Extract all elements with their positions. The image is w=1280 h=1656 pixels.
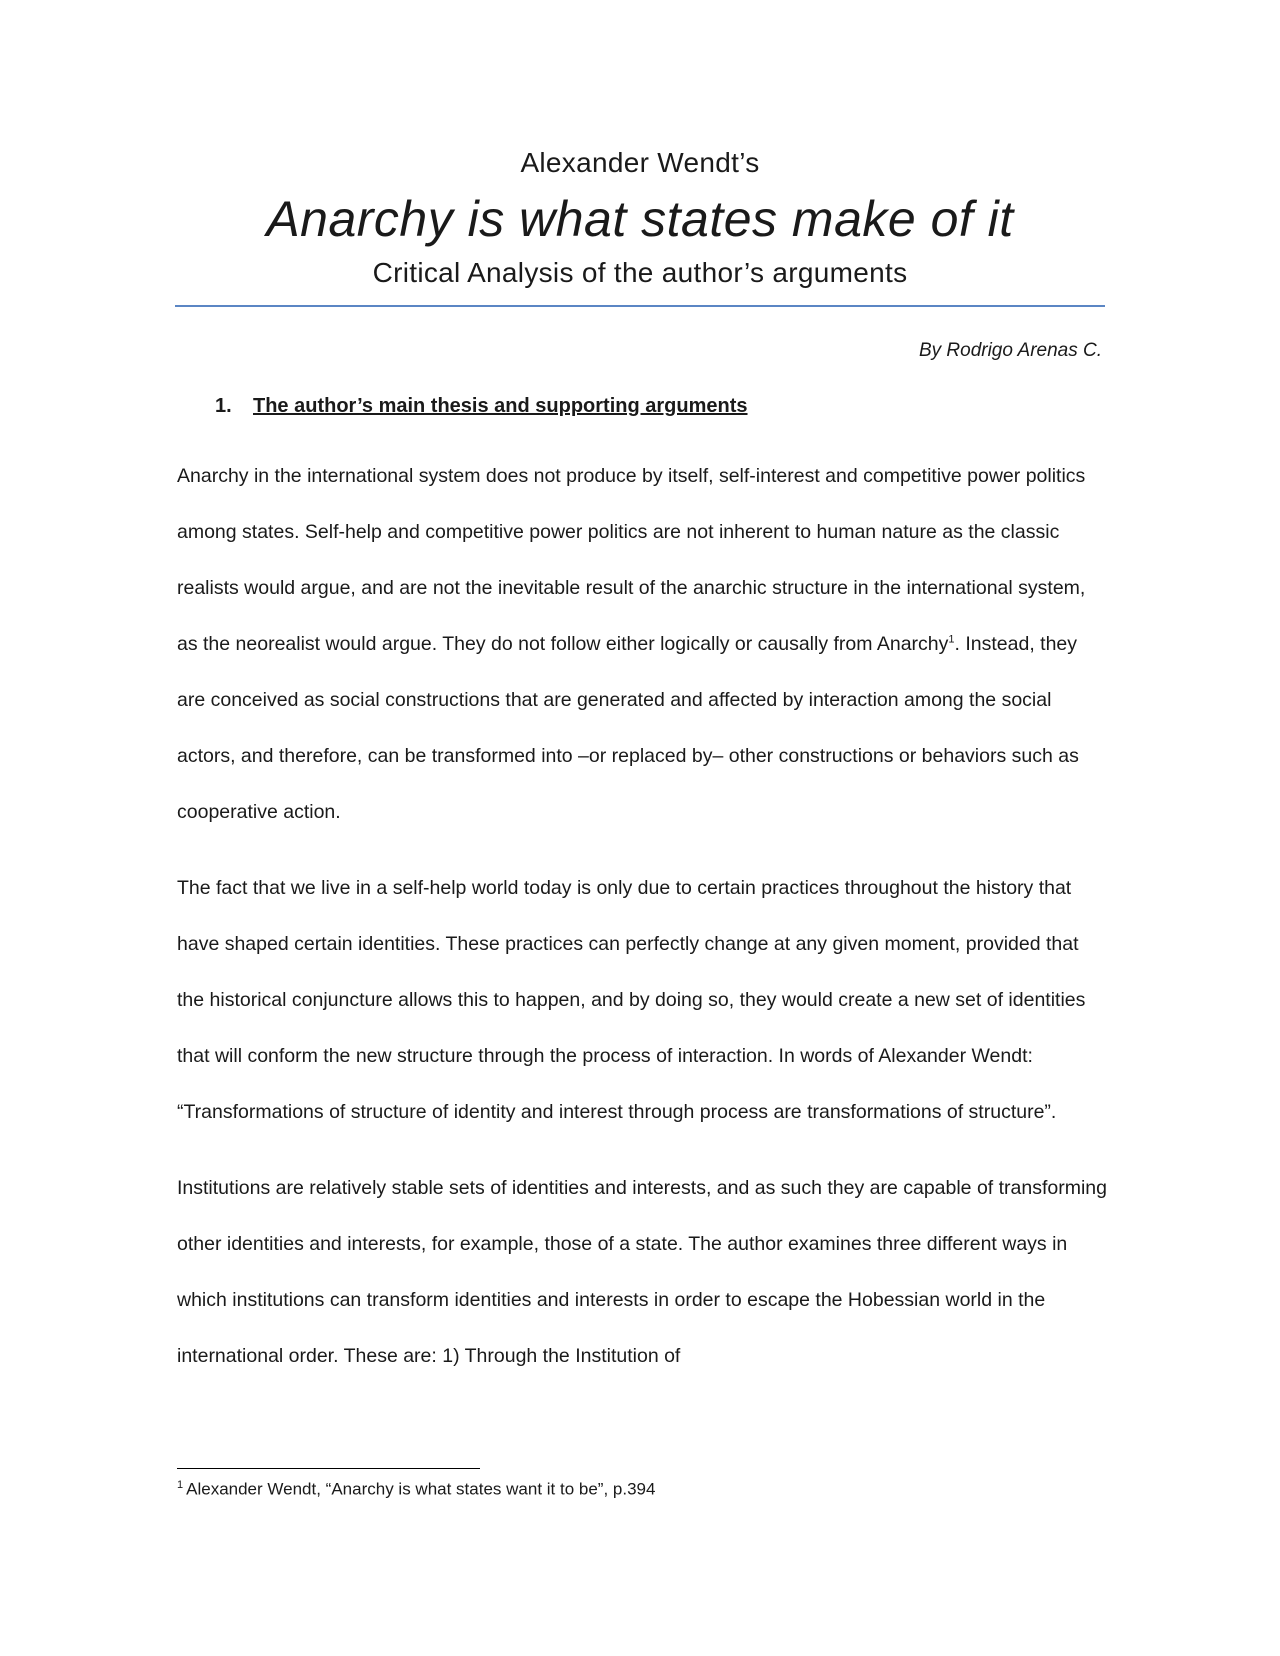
author-line: Alexander Wendt’s	[520, 147, 760, 178]
document-title: Anarchy is what states make of it	[266, 191, 1014, 247]
byline: By Rodrigo Arenas C.	[918, 340, 1102, 361]
footnote	[177, 1479, 655, 1500]
paragraph-1	[177, 448, 1107, 840]
paragraph-1-part-2: . Instead, they are conceived as social constructions that are generated and affected by interaction among the social actors, and therefore, can be transformed into –or replaced by– other constructions or behaviors such as cooperative action.	[177, 633, 1079, 823]
footnote-reference[interactable]: 1	[948, 633, 955, 646]
paragraph-1-part-1: Anarchy in the international system does not produce by itself, self-interest and competitive power politics among states. Self-help and competitive power politics are not inherent to human nature as the classic realists would argue, and are not the inevitable result of the anarchic structure in the international system, as the neorealist would argue. They do not follow either logically or causally from Anarchy	[177, 465, 1086, 655]
document-subtitle: Critical Analysis of the author’s arguments	[372, 257, 908, 288]
paragraph-3: Institutions are relatively stable sets of identities and interests, and as such they are capable of transforming other identities and interests, for example, those of a state. The author examines three different ways in which institutions can transform identities and interests in order to escape the Hobessian world in the international order. These are: 1) Through the Institution of	[177, 1177, 1108, 1367]
body-text	[177, 448, 1107, 1404]
section-number: 1.	[215, 395, 232, 417]
section-heading-text: The author’s main thesis and supporting arguments	[253, 395, 748, 417]
paragraph-2: The fact that we live in a self-help world today is only due to certain practices throughout the history that have shaped certain identities. These practices can perfectly change at any given moment, provided that the historical conjuncture allows this to happen, and by doing so, they would create a new set of identities that will conform the new structure through the process of interaction. In words of Alexander Wendt: “Transformations of structure of identity and interest through process are transformations of structure”.	[177, 877, 1086, 1123]
footnote-text: Alexander Wendt, “Anarchy is what states want it to be”, p.394	[186, 1479, 656, 1499]
title-block	[175, 146, 1105, 290]
section-heading	[215, 395, 748, 418]
footnote-divider	[177, 1468, 480, 1469]
footnote-number: 1	[177, 1479, 184, 1491]
title-divider	[175, 305, 1105, 307]
